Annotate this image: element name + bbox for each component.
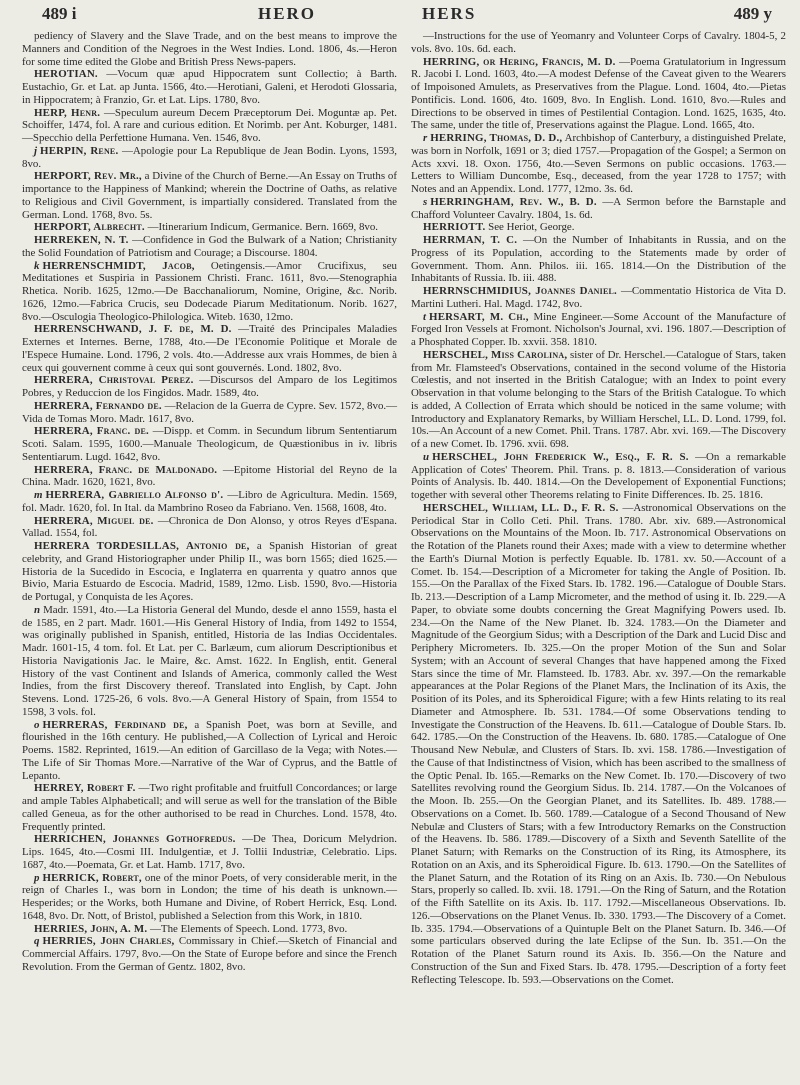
right-column [411, 30, 786, 986]
margin-letter: p [34, 871, 40, 884]
left-column [22, 30, 397, 986]
entry-heading: HERRIES, John, A. M. [34, 922, 148, 935]
bibliography-entry [22, 425, 397, 463]
entry-heading: HERREY, Robert F. [34, 782, 136, 795]
entry-text: —Relacion de la Guerra de Cypre. Sev. 1572, 8vo.—Vida de Tomas Moro. Madr. 1617, 8vo. [22, 399, 398, 425]
bibliography-entry [22, 719, 397, 783]
entry-heading: HERRIES, John Charles, [42, 935, 175, 948]
entry-heading: HERRERA, Gabriello Alfonso d'. [45, 489, 224, 501]
bibliography-entry [411, 56, 786, 133]
entry-text: Oetingensis.—Amor Crucifixus, seu Meditationes et Suspiria in Passionem Christi. Franc. 1611, 8vo.—Stenographia Rhetica. Norib. 1625, 12mo.—De Bacchanaliorum, Nomine, Origine, &c. Norib. 1626, 12mo.—Fabrica Crucis, seu Dodecade Piarum Meditationum. Norib. 1627, 8vo.—Osculogia Theologico-Philologica. Witeb. 1630, 12mo. [22, 259, 397, 323]
bibliography-entry [22, 540, 397, 604]
bibliography-entry [22, 935, 397, 973]
entry-heading: HERRERAS, Ferdinand de, [42, 718, 188, 731]
entry-text: —A Sermon before the Barnstaple and Chafford Volunteer Cavalry. 1804, 1s. 6d. [411, 195, 786, 221]
bibliography-entry [411, 451, 786, 502]
bibliography-entry [411, 502, 786, 987]
entry-text: —Astronomical Observations on the Periodical Star in Collo Ceti. Phil. Trans. 1780. Abr. xiv. 689.—Astronomical Observations on the Mountains of the Moon. Ib. 717. Astronomical Observations on the Rotation of the Planets round their Axes; made with a view to determine whether the Earth's Diurnal Motion is perfectly Equable. Ib. 1781. xv. 50.—Account of a Comet. Ib. 154.—Description of a Micrometer for taking the Angle of Position. Ib. 155.—On the Parallax of the Fixed Stars. Ib. 1782. 196.—Catalogue of Double Stars. Ib. 213.—Description of a Lamp Micrometer, and the method of using it. Ib. 229.—A Paper, to obviate some doubts concerning the Great Magnifying Powers used. Ib. 234.—On the Name of the New Planet. Ib. 324. 1783.—On the Diameter and Magnitude of the Georgium Sidus; with a Description of the Dark and Lucid Disc and Periphery Micrometers. Ib. 325.—On the proper Motion of the Sun and Solar System; with an Account of several Changes that have happened among the Fixed Stars since the time of Mr. Flamsteed. Ib. 1783. Abr. xv. 397.—On the remarkable appearances at the Polar Regions of the Planet Mars, the Inclination of its Axis, the Position of its Poles, and its Spheroidical Figure; with a few Hints relating to its real Diameter and Atmosphere. Ib. 531. 1784.—Of some Observations tending to Investigate the Construction of the Heavens. Ib. 611.—Catalogue of Double Stars. Ib. 642. 1785.—On the Construction of the Heavens. Ib. 680. 1785.—Catalogue of One Thousand New Nebulæ, and Clusters of Stars. Ib. xvi. 158. 1786.—Investigation of the Cause of that Indistinctness of Vision, which has been ascribed to the smallness of the Optic Penal. Ib. 165.—Remarks on the New Comet. Ib. 170.—Discovery of two Satellites revolving round the Georgium Sidus. Ib. 214. 1787.—On the Volcanoes of the Moon. Ib. 255.—On the Georgian Planet, and its Satellites. Ib. 489. 1788.—Observations on a Comet. Ib. 560. 1789.—Catalogue of a Second Thousand of New Nebulæ and Clusters of Stars; with a few Introductory Remarks on the Construction of the Heavens. Ib. 586. 1789.—Discovery of a Sixth and Seventh Satellite of the Planet Saturn; with Remarks on the Construction of its Ring, its Atmosphere, its Rotation on an Axis, and its Spheroidical Figure. Ib. 613. 1790.—On the Satellites of the Planet Saturn, and the Rotation of its Ring on an Axis. Ib. 730.—On Nebulous Stars, properly so called. Ib. xvii. 18. 1791.—On the Ring of Saturn, and the Rotation of the Fifth Satellite on its Axis. Ib. 117. 1792.—Miscellaneous Observations. Ib. 126.—Observations on the Planet Venus. Ib. 330. 1793.—The Discovery of a Comet. Ib. 335. 1794.—Observations of a Quintuple Belt on the Planet Saturn. Ib. 346.—Of some particulars observed during the late Eclipse of the Sun. Ib. 351.—On the Rotation of the Planet Saturn round its Axis. Ib. 356.—On the Nature and Construction of the Sun and Fixed Stars. Ib. 478. 1795.—Description of a forty feet Reflecting Telescope. Ib. 593.—Observations on the Comet. [411, 501, 786, 986]
bibliography-entry [22, 833, 397, 871]
bibliography-entry [22, 170, 397, 221]
entry-heading: HERSCHEL, John Frederick W., Esq., F. R. S. [432, 450, 689, 463]
page-header [22, 0, 786, 30]
bibliography-entry [411, 30, 786, 56]
bibliography-entry [22, 221, 397, 234]
entry-text: —On a remarkable Application of Cotes' Theorem. Phil. Trans. p. 8. 1813.—Consideration of various Points of Analysis. Ib. 440. 1814.—On the Developement of Exponential Functions; together with several other Theorems relating to Finite Differences. Ib. 25. 1816. [411, 450, 786, 501]
entry-heading: HERREKEN, N. T. [34, 234, 129, 246]
entry-text: pediency of Slavery and the Slave Trade, and on the best means to improve the Manners and Condition of the Negroes in the West Indies. Lond. 1806, 4s.—Heron for some time edited the Globe and British Press News-papers. [22, 30, 397, 68]
entry-text: —Speculum aureum Decem Præceptorum Dei. Moguntæ ap. Pet. Schoiffer, 1474, fol. A rare and curious edition. Et Norimb. per Ant. Koburger, 1481.—Specchio della Perfettione Humana. Ven. 1546, 8vo. [22, 106, 397, 144]
bibliography-entry [411, 285, 786, 311]
bibliography-entry [22, 604, 397, 719]
margin-letter: k [34, 259, 40, 272]
bibliography-entry [411, 234, 786, 285]
bibliography-entry [22, 68, 397, 106]
bibliography-entry [22, 464, 397, 490]
entry-heading: HERRING, Thomas, D. D., [430, 132, 563, 144]
entry-heading: HERRERA, Miguel de. [34, 514, 154, 527]
text-columns [22, 30, 786, 986]
bibliography-entry [22, 872, 397, 923]
bibliography-entry [22, 145, 397, 171]
entry-heading: HERSCHEL, William, LL. D., F. R. S. [423, 501, 619, 514]
entry-text: —Discursos del Amparo de los Legitimos Pobres, y Reduccion de los Fingidos. Madr. 1589, 4to. [22, 374, 397, 399]
margin-letter: o [34, 718, 40, 731]
entry-heading: HERRNSCHMIDIUS, Joannes Daniel. [423, 285, 617, 297]
entry-text: —Two right profitable and fruitfull Concordances; or large and ample Tables Alphabeticall; and will serue as well for the translation of the Bible called Geneua, as for the other authorised to be read in Churches. Lond. 1578, 4to. Frequently printed. [22, 782, 397, 833]
entry-heading: HERRERA, Fernando de. [34, 399, 162, 412]
bibliography-entry [22, 107, 397, 145]
bibliography-entry [22, 323, 397, 374]
entry-heading: HERRICHEN, Johannes Gothofredus. [34, 833, 236, 846]
margin-letter: q [34, 935, 40, 948]
bibliography-entry [411, 311, 786, 349]
entry-heading: HERSART, M. Ch., [429, 310, 529, 323]
entry-text: —Epitome Historial del Reyno de la China. Madr. 1620, 1621, 8vo. [22, 463, 397, 489]
entry-text: —Confidence in God the Bulwark of a Nation; Christianity the Solid Foundation of Patriotism and Courage; a Discourse. 1804. [22, 234, 397, 259]
page-number-right: 489 y [733, 4, 772, 23]
entry-text: Commissary in Chief.—Sketch of Financial and Commercial Affairs. 1797, 8vo.—On the State of Europe before and since the French Revolution. From the German of Gentz. 1802, 8vo. [22, 935, 397, 973]
entry-text: Archbishop of Canterbury, a distinguished Prelate, was born in Norfolk, 1691 or 3; died 1757.—Propagation of the Gospel; a Sermon on Acts xxvi. 18. Oxon. 1756, 4to.—Seven Sermons on public occasions. 1763.—Letters to William Duncombe, Esq., deceased, from the year 1728 to 1757; with Notes and an Appendix. Lond. 1777, 12mo. 3s. 6d. [411, 132, 787, 195]
bibliography-entry [22, 30, 397, 68]
entry-text: a Divine of the Church of Berne.—An Essay on Truths of importance to the Happiness of Mankind; wherein the Doctrine of Oaths, as relative to Religious and Civil Government, is impartially considered. Translated from the German. Lond. 1768, 8vo. 5s. [22, 170, 397, 221]
bibliography-entry [22, 515, 397, 541]
bibliography-entry [22, 400, 397, 426]
entry-text: —Commentatio Historica de Vita D. Martini Lutheri. Hal. Magd. 1742, 8vo. [411, 285, 786, 310]
entry-heading: HERRMAN, T. C. [423, 234, 518, 246]
bibliography-entry [411, 132, 786, 196]
entry-heading: HERPORT, Rev. Mr., [34, 170, 142, 183]
margin-letter: m [34, 489, 43, 501]
entry-heading: HERRING, or Hering, Francis, M. D. [423, 55, 616, 68]
entry-text: —Itinerarium Indicum, Germanice. Bern. 1669, 8vo. [147, 221, 379, 234]
page-number-left: 489 i [42, 4, 77, 23]
entry-text: —Vocum quæ apud Hippocratem sunt Collectio; à Barth. Eustachio, Gr. et Lat. ap Junta. 1566, 4to.—Herotiani, Galeni, et Herodoti Glossaria, in Hippocratem; à Franzio, Gr. et Lat. Lips. 1780, 8vo. [22, 68, 397, 106]
margin-letter: n [34, 603, 41, 616]
entry-heading: HERRICK, Robert, [42, 871, 142, 884]
entry-text: —The Elements of Speech. Lond. 1773, 8vo. [150, 922, 348, 935]
bibliography-entry [22, 489, 397, 515]
bibliography-entry [411, 221, 786, 234]
entry-heading: HERRERA, Franc. de. [34, 425, 149, 438]
entry-text: —On the Number of Inhabitants in Russia, and on the Progress of its Population, according to the Statements made by order of Government. Thom. Ann. Philos. iii. 165. 1814.—On the Distribution of the Inhabitants of Russia. Ib. iii. 488. [411, 234, 786, 285]
margin-letter: t [423, 310, 427, 323]
entry-heading: HERRERA, Christoval Perez. [34, 374, 194, 387]
entry-heading: HERPORT, Albrecht. [34, 221, 145, 234]
bibliography-entry [411, 349, 786, 451]
entry-text: —Dispp. et Comm. in Secundum librum Sententiarum Scoti. Salam. 1595, 1600.—Manuale Theologicum, de Quæstionibus in iv. libris Sententiarum. Lugd. 1642, 8vo. [22, 425, 397, 463]
bibliography-entry [22, 260, 397, 324]
entry-text: —Libro de Agricultura. Medin. 1569, fol. Madr. 1620, fol. In Ital. da Mambrino Roseo da Fabriano. Ven. 1568, 1608, 4to. [22, 489, 397, 514]
margin-letter: j [34, 144, 38, 157]
running-head-right: HERS [422, 4, 477, 23]
entry-text: See Heriot, George. [488, 221, 575, 234]
entry-text: —De Thea, Doricum Melydrion. Lips. 1645, 4to.—Cosmi III. Indulgentiæ, et J. Tollii Industriæ, Celebratio. Lips. 1687, 4to.—Poemata, Gr. et Lat. Hamb. 1717, 8vo. [22, 833, 397, 871]
entry-heading: HEROTIAN. [34, 68, 98, 81]
entry-text: —Traité des Principales Maladies Externes et Internes. Berne, 1788, 4to.—De l'Economie Politique et Morale de l'Espece Humaine. Lond. 1796, 2 vols. 4to.—Addresse aux vrais Hommes, de bien à ceux qui gouvernent comme à ceux qui sont gouvernés. Lond. 1802, 8vo. [22, 323, 397, 374]
margin-letter: r [423, 132, 428, 144]
entry-heading: HERRENSCHMIDT, Jacob, [42, 259, 195, 272]
entry-text: Mine Engineer.—Some Account of the Manufacture of Forged Iron Vessels at Fromont. Nicholson's Journal, xvi. 196. 1807.—Description of a Phosphated Copper. Ib. xxvii. 358. 1810. [411, 310, 786, 348]
entry-heading: HERRIOTT. [423, 221, 486, 234]
bibliography-entry [22, 923, 397, 936]
bibliography-entry [22, 234, 397, 260]
entry-heading: HERRENSCHWAND, J. F. de, M. D. [34, 323, 232, 336]
entry-text: —Apologie pour La Republique de Jean Bodin. Lyons, 1593, 8vo. [22, 144, 397, 170]
entry-heading: HERRINGHAM, Rev. W., B. D. [430, 195, 597, 208]
entry-text: a Spanish Poet, was born at Seville, and flourished in the 16th century. He published,—A Collection of Lyrical and Heroic Poems. 1582. Reprinted, 1619.—An edition of Garcillaso de la Vega; with Notes.—The Life of Sir Thomas More.—Narrative of the War of Cyprus, and the Battle of Lepanto. [22, 718, 397, 782]
entry-text: —Chronica de Don Alonso, y otros Reyes d'Espana. Vallad. 1554, fol. [22, 514, 397, 540]
entry-heading: HERP, Henr. [34, 106, 101, 119]
bibliography-entry [411, 196, 786, 222]
entry-text: a Spanish Historian of great celebrity, and Grand Historiographer under Philip II., was born 1565; died 1625.—Historia de la Sucedido in Escocia, e Inglaterra en quarrenta y quatro annos que Bivio, Maria Estuardo de Escocia. Madrid, 1589, 12mo. Lisb. 1590, 8vo.—Historia de Portugal, y Conquista de les Açores. [22, 540, 397, 603]
entry-heading: HERPIN, Rene. [40, 144, 119, 157]
entry-text: —Instructions for the use of Yeomanry and Volunteer Corps of Cavalry. 1804-5, 2 vols. 8vo. 10s. 6d. each. [411, 30, 786, 55]
entry-text: Madr. 1591, 4to.—La Historia General del Mundo, desde el anno 1559, hasta el de 1585, en 2 part. Madr. 1601.—His General History of India, from 1492 to 1554, was originally published in Spanish, entitled, Historia de las Indias Occidentales. Madr. 1601-15, 4 tom. fol. Et Lat. per C. Barlæum, cum aliorum Descriptionibus et Historia Navigationis Jac. le Maire, &c. Amst. 1622. In English, entit. General History of the vast Continent and Islands of America, commonly called the West Indies, from the first Discovery thereof. Translated into English, by Capt. John Stevens. Lond. 1725-26, 6 vols. 8vo.—A General History of Spain, from 1554 to 1598, 3 vols. fol. [22, 603, 397, 718]
running-head-left: HERO [257, 4, 317, 23]
margin-letter: s [423, 195, 428, 208]
margin-letter: u [423, 450, 430, 463]
bibliography-entry [22, 374, 397, 400]
bibliography-entry [22, 782, 397, 833]
entry-heading: HERRERA, Franc. de Maldonado. [34, 463, 218, 476]
entry-heading: HERRERA TORDESILLAS, Antonio de, [34, 540, 250, 552]
entry-heading: HERSCHEL, Miss Carolina, [423, 348, 568, 361]
entry-text: —Poema Gratulatorium in Ingressum R. Jacobi I. Lond. 1603, 4to.—A modest Defense of the Caveat given to the Wearers of Impoisoned Amulets, as Preservatives from the Plague. Lond. 1604, 4to.—Pietas Pontificis. Lond. 1606, 4to. 1609, 8vo. In English. Lond. 1610, 8vo.—Rules and Directions to be observed in times of Pestilential Contagion. Lond. 1625, 1635, 4to. The same, under the title of, Preservations against the Plague. Lond. 1665, 4to. [411, 55, 786, 132]
entry-text: one of the minor Poets, of very considerable merit, in the reign of Charles I., was born in London; the time of his death is unknown.—Hesperides; or the Works, both Humane and Divine, of Robert Herrick, Esq. Lond. 1648, 8vo. Dr. Nott, of Bristol, published a Selection from this Work, in 1810. [22, 871, 397, 922]
entry-text: sister of Dr. Herschel.—Catalogue of Stars, taken from Mr. Flamsteed's Observations, contained in the second volume of the Historia Cœlestis, and not inserted in the British Catalogue; with an Index to point every Observation in that volume belonging to the Stars of the British Catalogue. To which is added, A Collection of Errata which should be noticed in the same volume; with Introductory and Explanatory Remarks, by William Herschel, LL. D. Lond. 1799, fol. 10s.—An Account of a new Comet. Phil. Trans. 1787. Abr. xvi. 169.—The Discovery of a new Comet. Ib. 1796. xvii. 698. [411, 348, 786, 450]
